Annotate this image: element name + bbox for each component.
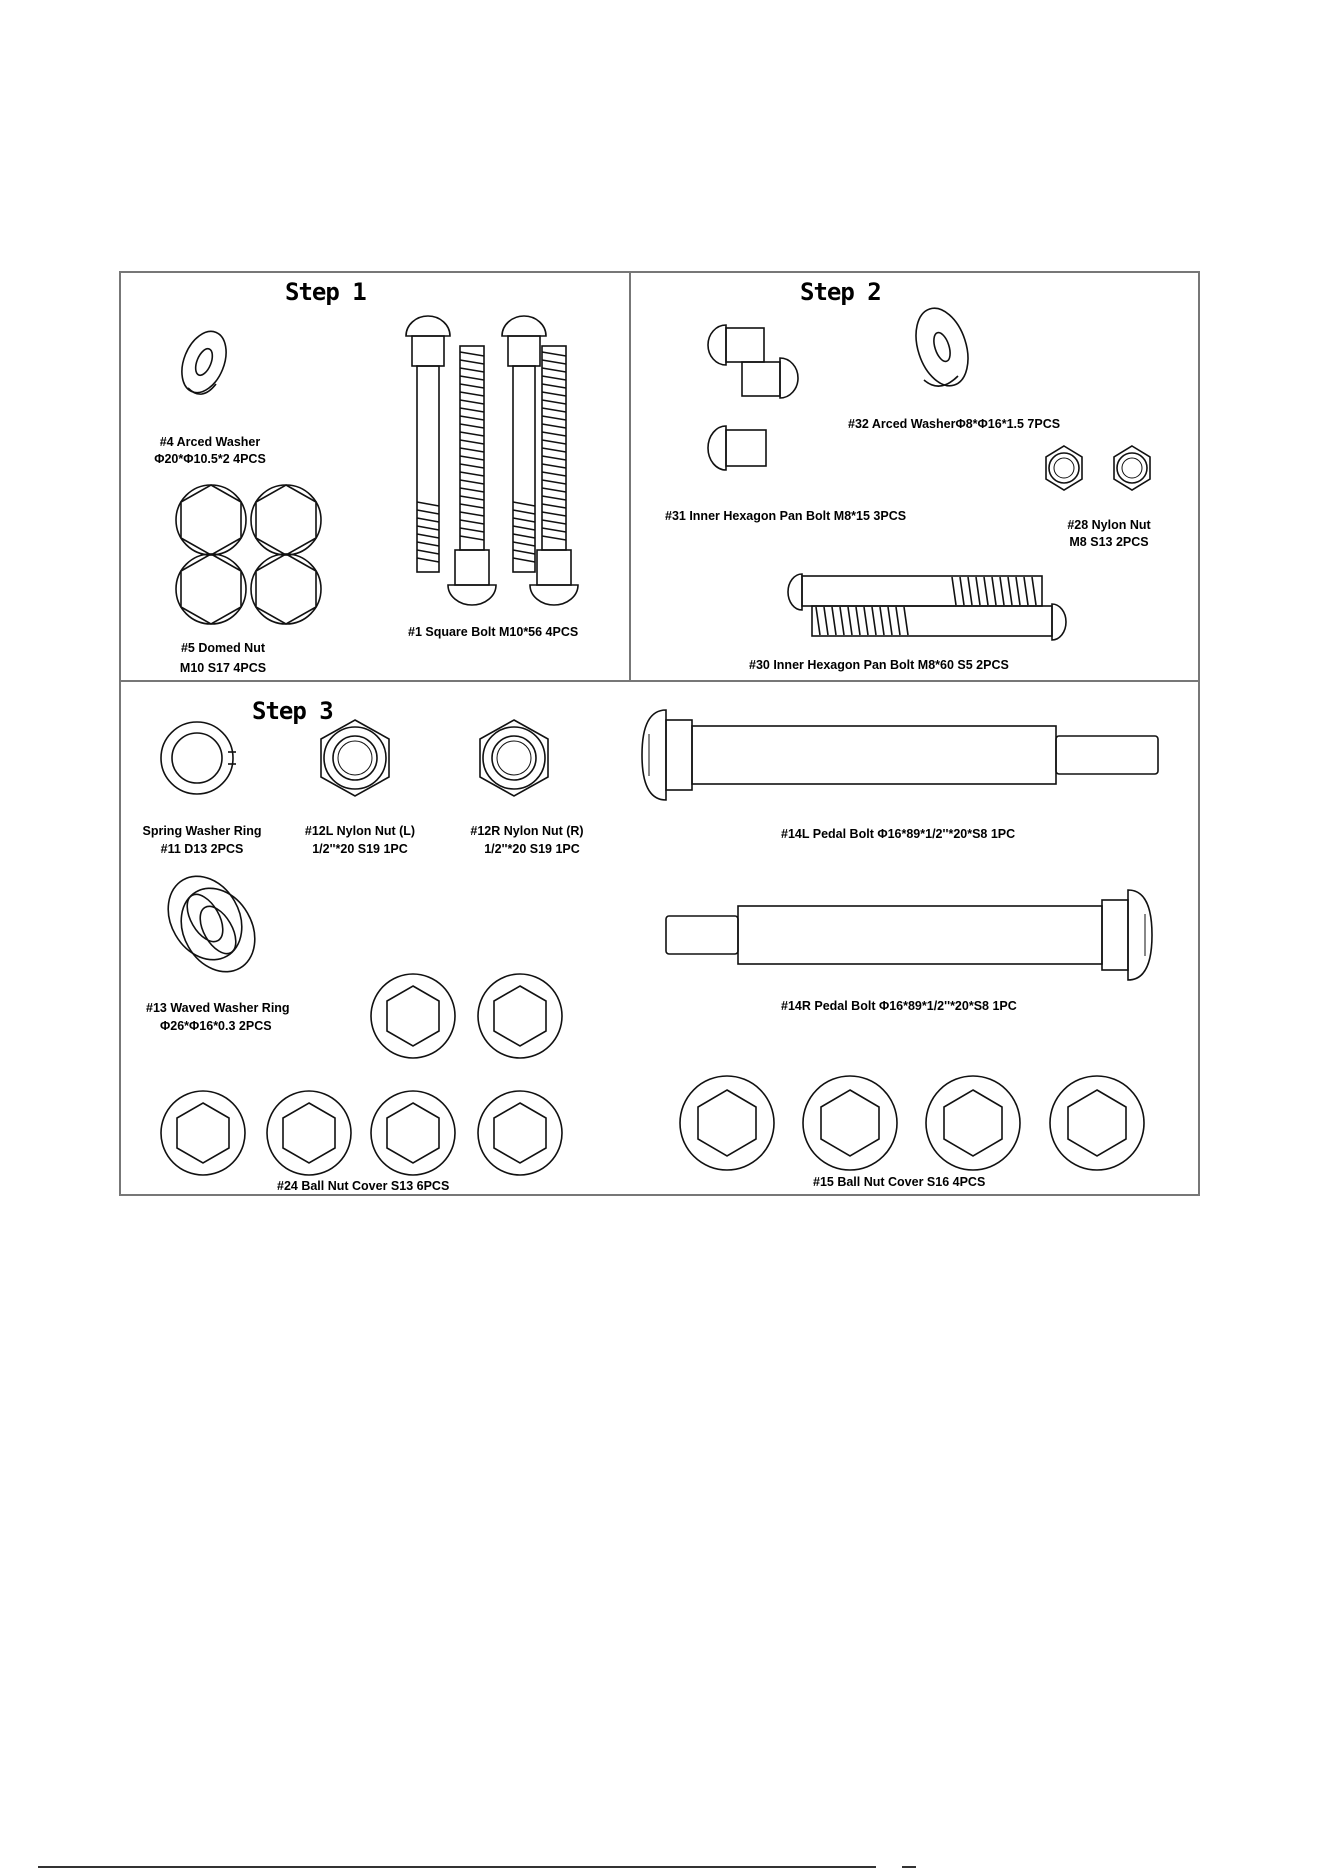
- square-bolt-icon: [530, 346, 578, 605]
- pan-bolt-icon: [812, 604, 1066, 640]
- spring-washer-icon: [161, 722, 236, 794]
- part-15-label: #15 Ball Nut Cover S16 4PCS: [813, 1175, 986, 1189]
- square-bolt-icon: [502, 316, 546, 572]
- part-4-spec: Φ20*Φ10.5*2 4PCS: [154, 452, 266, 466]
- domed-nut-icon: [176, 554, 246, 624]
- pan-bolt-icon: [788, 574, 1042, 610]
- pan-bolt-icon: [708, 426, 766, 470]
- ball-nut-cover-icon: [371, 1091, 455, 1175]
- square-bolt-icon: [406, 316, 450, 572]
- part-11-name: Spring Washer Ring: [142, 824, 262, 838]
- pan-bolt-icon: [742, 358, 798, 398]
- part-12l-name: #12L Nylon Nut (L): [304, 824, 416, 838]
- domed-nut-icon: [176, 485, 246, 555]
- step-1-heading: Step 1: [285, 278, 366, 306]
- ball-nut-cover-icon: [161, 1091, 245, 1175]
- part-12r-name: #12R Nylon Nut (R): [470, 824, 584, 838]
- ball-nut-cover-icon: [478, 974, 562, 1058]
- pedal-bolt-icon: [642, 710, 1158, 800]
- part-11-spec: #11 D13 2PCS: [160, 842, 244, 856]
- ball-nut-cover-icon: [1050, 1076, 1144, 1170]
- domed-nut-icon: [251, 485, 321, 555]
- ball-nut-cover-icon: [478, 1091, 562, 1175]
- part-12l-spec: 1/2''*20 S19 1PC: [312, 842, 408, 856]
- part-1-label: #1 Square Bolt M10*56 4PCS: [408, 625, 579, 639]
- step-2-heading: Step 2: [800, 278, 881, 306]
- part-14r-label: #14R Pedal Bolt Φ16*89*1/2''*20*S8 1PC: [781, 999, 1017, 1013]
- part-30-label: #30 Inner Hexagon Pan Bolt M8*60 S5 2PCS: [749, 658, 1009, 672]
- square-bolt-icon: [448, 346, 496, 605]
- part-5-name: #5 Domed Nut: [180, 641, 266, 655]
- nylon-nut-icon: [321, 720, 389, 796]
- ball-nut-cover-icon: [680, 1076, 774, 1170]
- domed-nut-icon: [251, 554, 321, 624]
- waved-washer-icon: [154, 863, 270, 985]
- part-4-name: #4 Arced Washer: [159, 435, 261, 449]
- arced-washer-icon: [173, 325, 234, 399]
- arced-washer-icon: [907, 302, 977, 393]
- pan-bolt-icon: [708, 325, 764, 365]
- nylon-nut-icon: [1046, 446, 1082, 490]
- part-31-label: #31 Inner Hexagon Pan Bolt M8*15 3PCS: [665, 509, 907, 523]
- part-28-spec: M8 S13 2PCS: [1069, 535, 1149, 549]
- ball-nut-cover-icon: [926, 1076, 1020, 1170]
- nylon-nut-icon: [480, 720, 548, 796]
- part-13-spec: Φ26*Φ16*0.3 2PCS: [160, 1019, 272, 1033]
- part-12r-spec: 1/2''*20 S19 1PC: [484, 842, 580, 856]
- part-14l-label: #14L Pedal Bolt Φ16*89*1/2''*20*S8 1PC: [781, 827, 1016, 841]
- nylon-nut-icon: [1114, 446, 1150, 490]
- part-28-name: #28 Nylon Nut: [1067, 518, 1151, 532]
- part-5-spec: M10 S17 4PCS: [179, 661, 267, 675]
- part-32-label: #32 Arced WasherΦ8*Φ16*1.5 7PCS: [848, 417, 1061, 431]
- step-3-heading: Step 3: [252, 697, 333, 725]
- footer-rule-tick: [902, 1866, 916, 1868]
- part-13-name: #13 Waved Washer Ring: [146, 1001, 290, 1015]
- ball-nut-cover-icon: [803, 1076, 897, 1170]
- pedal-bolt-icon: [666, 890, 1152, 980]
- footer-rule: [38, 1866, 876, 1868]
- ball-nut-cover-icon: [371, 974, 455, 1058]
- ball-nut-cover-icon: [267, 1091, 351, 1175]
- part-24-label: #24 Ball Nut Cover S13 6PCS: [277, 1179, 450, 1193]
